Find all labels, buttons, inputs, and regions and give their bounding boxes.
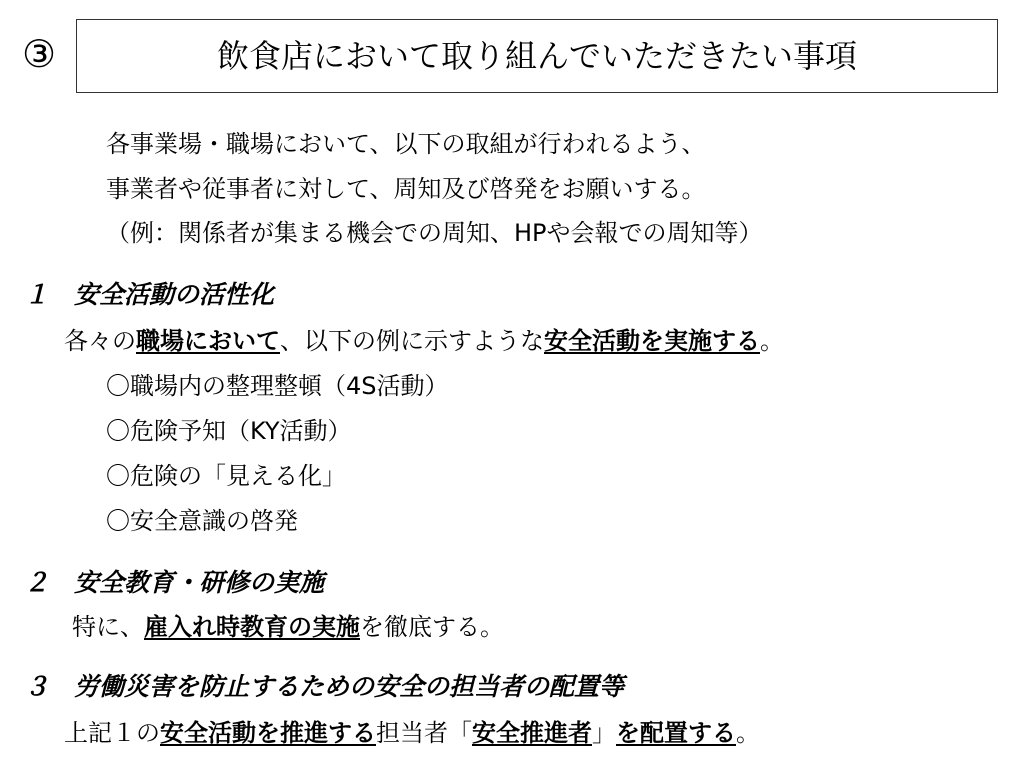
section-3-emphasis-assign: を配置する [616, 719, 736, 747]
section-1-body-pre: 各々の [64, 327, 136, 355]
intro-line-2: 事業者や従事者に対して、周知及び啓発をお願いする。 [106, 175, 706, 203]
section-1-heading: １ 安全活動の活性化 [24, 280, 275, 309]
section-3-body [64, 718, 760, 748]
section-number-mark: ③ [22, 32, 57, 76]
section-3-body-post: 。 [736, 719, 760, 747]
section-2-heading: ２ 安全教育・研修の実施 [24, 568, 325, 597]
intro-line-1: 各事業場・職場において、以下の取組が行われるよう、 [106, 130, 706, 158]
section-3-body-mid-1: 担当者「 [376, 719, 472, 747]
section-2-body [72, 612, 504, 642]
section-3-emphasis-safety-promoter: 安全推進者 [472, 719, 592, 747]
list-item: 〇危険予知（KY活動） [106, 417, 352, 445]
section-3-body-pre: 上記１の [64, 719, 160, 747]
section-1-body-post: 。 [760, 327, 784, 355]
intro-line-3: （例：関係者が集まる機会での周知、HPや会報での周知等） [106, 219, 763, 247]
section-2-emphasis-hiring-education: 雇入れ時教育の実施 [144, 613, 360, 641]
page-title: 飲食店において取り組んでいただきたい事項 [216, 37, 857, 75]
section-2-body-post: を徹底する。 [360, 613, 504, 641]
section-3-emphasis-promote-activity: 安全活動を推進する [160, 719, 376, 747]
section-3-body-mid-2: 」 [592, 719, 616, 747]
list-item: 〇安全意識の啓発 [106, 507, 298, 535]
section-1-emphasis-safety-activity: 安全活動を実施する [544, 327, 760, 355]
title-box [76, 19, 998, 93]
section-1-emphasis-workplace: 職場において [136, 327, 280, 355]
section-1-body [64, 326, 784, 356]
section-1-body-mid: 、以下の例に示すような [280, 327, 544, 355]
section-2-body-pre: 特に、 [72, 613, 144, 641]
list-item: 〇職場内の整理整頓（4S活動） [106, 372, 449, 400]
section-3-heading: ３ 労働災害を防止するための安全の担当者の配置等 [24, 672, 625, 701]
list-item: 〇危険の「見える化」 [106, 462, 346, 490]
